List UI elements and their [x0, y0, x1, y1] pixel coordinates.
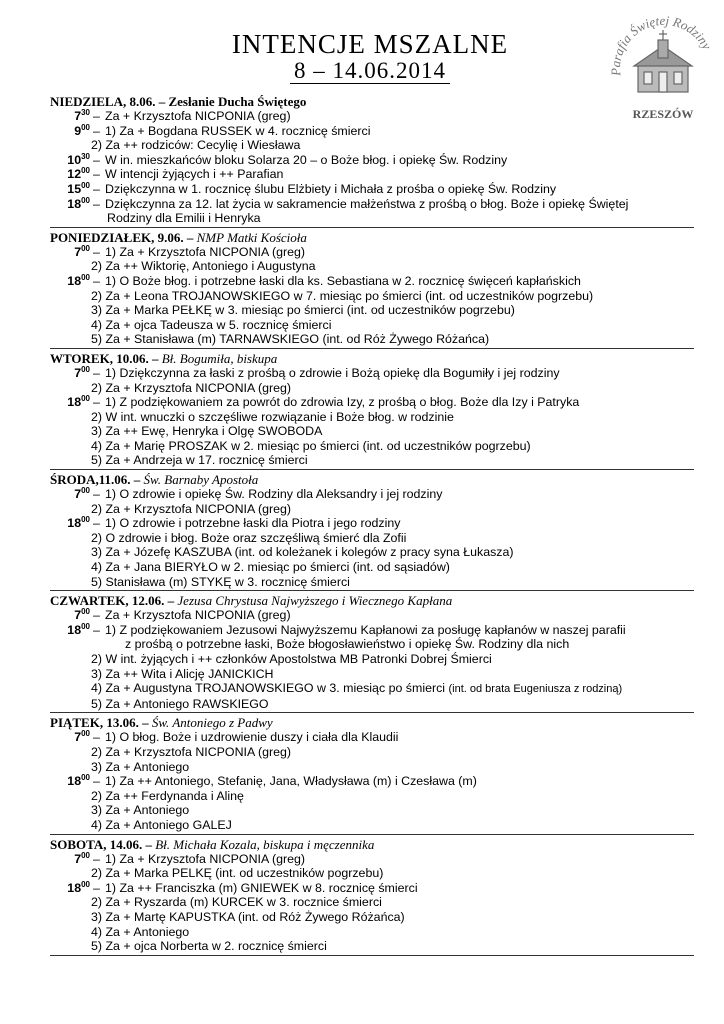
intention-text: 2) Za ++ rodziców: Cecylię i Wiesława: [91, 138, 301, 153]
intention-text: Za + Krzysztofa NICPONIA (greg): [105, 109, 291, 123]
day-feast: NMP Matki Kościoła: [196, 229, 307, 245]
mass-minutes: 00: [81, 364, 90, 374]
mass-time: [50, 153, 90, 168]
intention-text: 2) Za + Krzysztofa NICPONIA (greg): [91, 744, 292, 759]
intention-line: [50, 502, 694, 517]
intention-text: 5) Za + Andrzeja w 17. rocznicę śmierci: [91, 453, 308, 468]
intention-text: W intencji żyjących i ++ Parafian: [105, 167, 284, 182]
intention-text: 3) Za + Marka PEŁKĘ w 3. miesiąc po śmierci (int. od uczestników pogrzebu): [91, 303, 515, 318]
mass-time: [50, 623, 90, 638]
intention-text: 5) Stanisława (m) STYKĘ w 3. rocznicę śmierci: [91, 574, 350, 589]
logo-arc-text: Parafia Świętej Rodziny: [608, 12, 715, 77]
day-feast: Bł. Bogumiła, biskupa: [161, 350, 278, 366]
intention-line: [50, 545, 694, 560]
intention-text: 1) O zdrowie i opiekę Św. Rodziny dla Aleksandry i jej rodziny: [105, 487, 443, 502]
mass-time: [50, 167, 90, 182]
mass-hour: 7: [74, 851, 82, 866]
dash: –: [93, 730, 100, 745]
intention-line: [50, 109, 694, 124]
mass-minutes: 00: [81, 272, 90, 282]
intention-line: [50, 697, 694, 712]
dash: –: [93, 244, 100, 259]
dash: –: [93, 608, 100, 623]
intention-text: 3) Za + Józefę KASZUBA (int. od koleżanek i kolegów z pracy syna Łukasza): [91, 545, 514, 560]
intention-text: 1) Za + Krzysztofa NICPONIA (greg): [105, 851, 306, 866]
intention-line: [50, 303, 694, 318]
day-feast: Św. Antoniego z Padwy: [151, 715, 273, 731]
day-heading: [50, 837, 694, 852]
dash: –: [93, 880, 100, 895]
day-heading: [50, 230, 694, 245]
intention-line: [50, 487, 694, 502]
intention-line: [50, 259, 694, 274]
mass-minutes: 00: [81, 850, 90, 860]
day-section: [50, 593, 694, 713]
intention-line: [50, 424, 694, 439]
intention-line: [50, 318, 694, 333]
intention-line: [50, 531, 694, 546]
intention-line: [50, 575, 694, 590]
day-feast: Bł. Michała Kozala, biskupa i męczennika: [155, 836, 375, 852]
intention-text: 4) Za + Augustyna TROJANOWSKIEGO w 3. miesiąc po śmierci: [91, 681, 446, 696]
mass-time: [50, 395, 90, 410]
day-title: PONIEDZIAŁEK, 9.06. –: [50, 229, 197, 245]
intention-text: 1) Dziękczynna za łaski z prośbą o zdrowie i Bożą opiekę dla Bogumiły i jej rodziny: [105, 365, 560, 380]
intention-text: 1) Z podziękowaniem Jezusowi Najwyższemu Kapłanowi za posługę kapłanów w naszej parafii: [105, 622, 626, 637]
mass-hour: 7: [74, 244, 82, 259]
mass-hour: 9: [74, 123, 82, 138]
intention-text: 1) O zdrowie i potrzebne łaski dla Piotra i jego rodziny: [105, 516, 401, 531]
mass-hour: 18: [67, 516, 82, 531]
intention-text: W in. mieszkańców bloku Solarza 20 – o Boże błog. i opiekę Św. Rodziny: [105, 152, 508, 167]
intention-line: [50, 153, 694, 168]
mass-time: [50, 852, 90, 867]
intention-text: 1) Za + Bogdana RUSSEK w 4. rocznicę śmierci: [105, 123, 371, 138]
dash: –: [93, 622, 100, 637]
mass-hour: 10: [67, 152, 82, 167]
intention-line: [50, 182, 694, 197]
day-title: WTOREK, 10.06. –: [50, 350, 162, 366]
intention-line: [50, 608, 694, 623]
intention-text: 1) Za ++ Antoniego, Stefanię, Jana, Władysława (m) i Czesława (m): [105, 774, 477, 789]
page-header: [140, 30, 600, 84]
intention-line: [50, 274, 694, 289]
intention-text: 2) Za + Krzysztofa NICPONIA (greg): [91, 501, 292, 516]
intention-text: 3) Za ++ Wita i Alicję JANICKICH: [91, 666, 274, 681]
intention-line: [50, 366, 694, 381]
mass-hour: 15: [67, 181, 82, 196]
intention-line: [50, 803, 694, 818]
mass-minutes: 00: [81, 729, 90, 739]
mass-hour: 7: [74, 730, 82, 745]
day-section: [50, 837, 694, 956]
intention-text: Dziękczynna w 1. rocznicę ślubu Elżbiety i Michała z prośba o opiekę Św. Rodziny: [105, 181, 557, 196]
mass-minutes: 30: [81, 151, 90, 161]
mass-hour: 18: [67, 395, 82, 410]
mass-time: [50, 197, 90, 212]
day-feast: Jezusa Chrystusa Najwyższego i Wiecznego Kapłana: [177, 593, 453, 609]
dash: –: [93, 196, 100, 211]
dash: –: [93, 395, 100, 410]
mass-hour: 7: [74, 608, 82, 623]
mass-hour: 18: [67, 273, 82, 288]
mass-time: [50, 730, 90, 745]
day-title: NIEDZIELA, 8.06. – Zesłanie Ducha Świętego: [50, 94, 307, 109]
dash: –: [93, 109, 100, 123]
intention-text: 2) Za + Marka PELKĘ (int. od uczestników pogrzebu): [91, 866, 384, 881]
intention-text: z prośbą o potrzebne łaski, Boże błogosławieństwo i opiekę Św. Rodziny dla nich: [125, 637, 570, 652]
mass-minutes: 00: [81, 879, 90, 889]
mass-hour: 18: [67, 622, 82, 637]
intention-text: 2) Za + Leona TROJANOWSKIEGO w 7. miesiąc po śmierci (int. od uczestników pogrzebu): [91, 288, 594, 303]
mass-hour: 18: [67, 196, 82, 211]
intention-line: [50, 925, 694, 940]
mass-minutes: 00: [81, 486, 90, 496]
intention-line: [50, 760, 694, 775]
mass-time: [50, 182, 90, 197]
day-feast: Św. Barnaby Apostoła: [143, 472, 259, 488]
intentions-list: [50, 94, 694, 958]
intention-line: [50, 866, 694, 881]
intention-line: [50, 681, 694, 697]
intention-line: [50, 730, 694, 745]
intention-line: [50, 560, 694, 575]
dash: –: [93, 365, 100, 380]
intention-text: 4) Za + Marię PROSZAK w 2. miesiąc po śmierci (int. od uczestników pogrzebu): [91, 438, 531, 453]
intention-text: 1) Za + Krzysztofa NICPONIA (greg): [105, 244, 306, 259]
logo-city: RZESZÓW: [632, 107, 694, 121]
intention-line: [50, 667, 694, 682]
intention-text: 2) Za ++ Wiktorię, Antoniego i Augustyna: [91, 259, 316, 274]
mass-time: [50, 245, 90, 260]
intention-text: 1) O Boże błog. i potrzebne łaski dla ks. Sebastiana w 2. rocznicę święceń kapłańskich: [105, 273, 581, 288]
day-heading: [50, 593, 694, 608]
intention-line: [50, 939, 694, 954]
mass-hour: 12: [67, 167, 82, 182]
mass-time: [50, 608, 90, 623]
dash: –: [93, 123, 100, 138]
dash: –: [93, 774, 100, 789]
intention-line: [50, 289, 694, 304]
day-title: ŚRODA,11.06. –: [50, 472, 144, 488]
mass-time: [50, 366, 90, 381]
intention-line: [50, 245, 694, 260]
intention-line: [50, 332, 694, 347]
intention-line: [50, 895, 694, 910]
intention-line: [50, 910, 694, 925]
mass-minutes: 00: [81, 180, 90, 190]
mass-minutes: 00: [81, 515, 90, 525]
intention-line: [50, 516, 694, 531]
mass-time: [50, 881, 90, 896]
mass-time: [50, 487, 90, 502]
dash: –: [93, 487, 100, 502]
intention-text: 5) Za + Stanisława (m) TARNAWSKIEGO (int. od Róż Żywego Różańca): [91, 332, 490, 347]
day-title: CZWARTEK, 12.06. –: [50, 593, 178, 609]
intention-line: [50, 774, 694, 789]
intention-text: 5) Za + ojca Norberta w 2. rocznicę śmierci: [91, 939, 327, 954]
day-section: [50, 715, 694, 834]
mass-hour: 7: [74, 487, 82, 502]
page-title: INTENCJE MSZALNE: [231, 29, 509, 59]
intention-text: Rodziny dla Emilii i Henryka: [107, 211, 261, 226]
mass-minutes: 30: [81, 108, 90, 117]
intention-text: 2) W int. wnuczki o szczęśliwe rozwiązanie i Boże błog. w rodzinie: [91, 409, 454, 424]
intention-text: 2) Za ++ Ferdynanda i Alinę: [91, 788, 244, 803]
mass-hour: 18: [67, 880, 82, 895]
intention-text: 3) Za ++ Ewę, Henryka i Olgę SWOBODA: [91, 424, 323, 439]
intention-text: 1) Z podziękowaniem za powrót do zdrowia Izy, z prośbą o błog. Boże dla Izy i Patryka: [105, 395, 580, 410]
intention-text: 3) Za + Martę KAPUSTKA (int. od Róż Żywego Różańca): [91, 909, 405, 924]
intention-text: 3) Za + Antoniego: [91, 759, 190, 774]
day-heading: [50, 351, 694, 366]
intention-line: [50, 652, 694, 667]
intention-note: (int. od brata Eugeniusza z rodziną): [448, 683, 623, 696]
mass-minutes: 00: [81, 195, 90, 205]
day-section: [50, 94, 694, 228]
intention-line: [50, 197, 694, 212]
intention-line: [50, 395, 694, 410]
intention-text: 1) O błog. Boże i uzdrowienie duszy i ciała dla Klaudii: [105, 730, 399, 745]
intention-line: [50, 453, 694, 468]
intention-text: 2) Za + Krzysztofa NICPONIA (greg): [91, 380, 292, 395]
mass-hour: 7: [74, 365, 82, 380]
day-title: PIĄTEK, 13.06. –: [50, 715, 152, 731]
intention-line: [50, 138, 694, 153]
dash: –: [93, 851, 100, 866]
intention-line: [50, 623, 694, 638]
day-heading: [50, 94, 694, 109]
day-section: [50, 351, 694, 470]
day-title: SOBOTA, 14.06. –: [50, 836, 156, 852]
intention-line: [50, 439, 694, 454]
mass-time: [50, 109, 90, 124]
mass-time: [50, 274, 90, 289]
dash: –: [93, 516, 100, 531]
intention-line: [50, 211, 694, 226]
intention-text: 4) Za + ojca Tadeusza w 5. rocznicę śmierci: [91, 317, 332, 332]
mass-time: [50, 124, 90, 139]
intention-text: Za + Krzysztofa NICPONIA (greg): [105, 608, 291, 623]
dash: –: [93, 181, 100, 196]
intention-text: 5) Za + Antoniego RAWSKIEGO: [91, 696, 269, 711]
dash: –: [93, 273, 100, 288]
intention-line: [50, 124, 694, 139]
mass-hour: 7: [74, 109, 82, 123]
mass-minutes: 00: [81, 166, 90, 176]
day-section: [50, 472, 694, 591]
dash: –: [93, 152, 100, 167]
intention-text: 2) O zdrowie i błog. Boże oraz szczęśliwą śmierć dla Zofii: [91, 530, 407, 545]
mass-minutes: 00: [81, 607, 90, 617]
intention-text: 4) Za + Jana BIERYŁO w 2. miesiąc po śmierci (int. od sąsiadów): [91, 560, 450, 575]
intention-line: [50, 410, 694, 425]
day-heading: [50, 472, 694, 487]
mass-minutes: 00: [81, 773, 90, 783]
mass-hour: 18: [67, 774, 82, 789]
date-range: 8 – 14.06.2014: [290, 58, 450, 84]
intention-line: [50, 852, 694, 867]
intention-line: [50, 818, 694, 833]
intention-text: 1) Za ++ Franciszka (m) GNIEWEK w 8. rocznicę śmierci: [105, 880, 418, 895]
day-section: [50, 230, 694, 349]
mass-minutes: 00: [81, 621, 90, 631]
mass-time: [50, 774, 90, 789]
intention-line: [50, 745, 694, 760]
day-heading: [50, 715, 694, 730]
intention-text: 4) Za + Antoniego: [91, 924, 190, 939]
dash: –: [93, 167, 100, 182]
intention-text: Dziękczynna za 12. lat życia w sakramencie małżeństwa z prośbą o błog. Boże i opiekę Świętej: [105, 196, 629, 211]
intention-line: [50, 381, 694, 396]
intention-text: 4) Za + Antoniego GALEJ: [91, 817, 232, 832]
mass-minutes: 00: [81, 122, 90, 132]
intention-line: [50, 637, 694, 652]
intention-text: 2) Za + Ryszarda (m) KURCEK w 3. rocznice śmierci: [91, 895, 382, 910]
mass-minutes: 00: [81, 243, 90, 253]
mass-minutes: 00: [81, 394, 90, 404]
intention-line: [50, 167, 694, 182]
intention-text: 2) W int. żyjących i ++ członków Apostolstwa MB Patronki Dobrej Śmierci: [91, 652, 492, 666]
intention-line: [50, 789, 694, 804]
intention-text: 3) Za + Antoniego: [91, 803, 190, 818]
intention-line: [50, 881, 694, 896]
mass-time: [50, 516, 90, 531]
